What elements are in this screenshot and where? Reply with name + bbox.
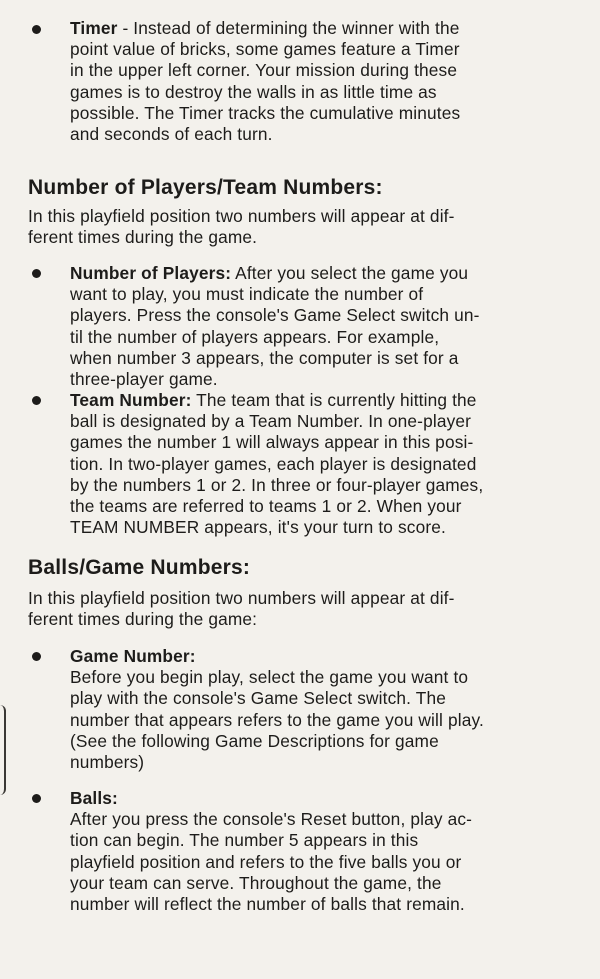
- bullet-dot: [32, 396, 41, 405]
- number-of-players-description: Number of Players: After you select the game you want to play, you must indicate the number of players. Press the console's Game Select switch un- til the number of players appears. For example, when number 3 appears, the computer is set for a three-player game.: [70, 263, 480, 390]
- section-intro-balls: In this playfield position two numbers will appear at dif- ferent times during the game:: [28, 588, 455, 630]
- team-number-term: Team Number:: [70, 390, 192, 410]
- game-number-description: Game Number: Before you begin play, select the game you want to play with the console's Game Select switch. The number that appears refers to the game you will play. (See the following Game Descriptions for game numbers): [70, 646, 484, 773]
- bullet-dot: [32, 652, 41, 661]
- timer-term: Timer: [70, 18, 118, 38]
- timer-description: Timer - Instead of determining the winner with the point value of bricks, some games feature a Timer in the upper left corner. Your mission during these games is to destroy the walls in as little time as possible. The Timer tracks the cumulative minutes and seconds of each turn.: [70, 18, 461, 145]
- balls-term: Balls:: [70, 788, 118, 808]
- bullet-dot: [32, 25, 41, 34]
- binding-edge-mark: [0, 705, 6, 795]
- balls-description: Balls: After you press the console's Reset button, play ac- tion can begin. The number 5 appears in this playfield position and refers to the five balls you or your team can serve. Throughout the game, the number will reflect the number of balls that remain.: [70, 788, 473, 915]
- number-of-players-term: Number of Players:: [70, 263, 232, 283]
- bullet-dot: [32, 794, 41, 803]
- section-heading-players: Number of Players/Team Numbers:: [28, 176, 383, 199]
- bullet-dot: [32, 269, 41, 278]
- team-number-description: Team Number: The team that is currently hitting the ball is designated by a Team Number. In one-player games the number 1 will always appear in this posi- tion. In two-player games, each player is designated by the numbers 1 or 2. In three or four-player games, the teams are referred to teams 1 or 2. When your TEAM NUMBER appears, it's your turn to score.: [70, 390, 484, 538]
- section-heading-balls: Balls/Game Numbers:: [28, 556, 251, 579]
- game-number-term: Game Number:: [70, 646, 196, 666]
- section-intro-players: In this playfield position two numbers will appear at dif- ferent times during the game.: [28, 206, 455, 248]
